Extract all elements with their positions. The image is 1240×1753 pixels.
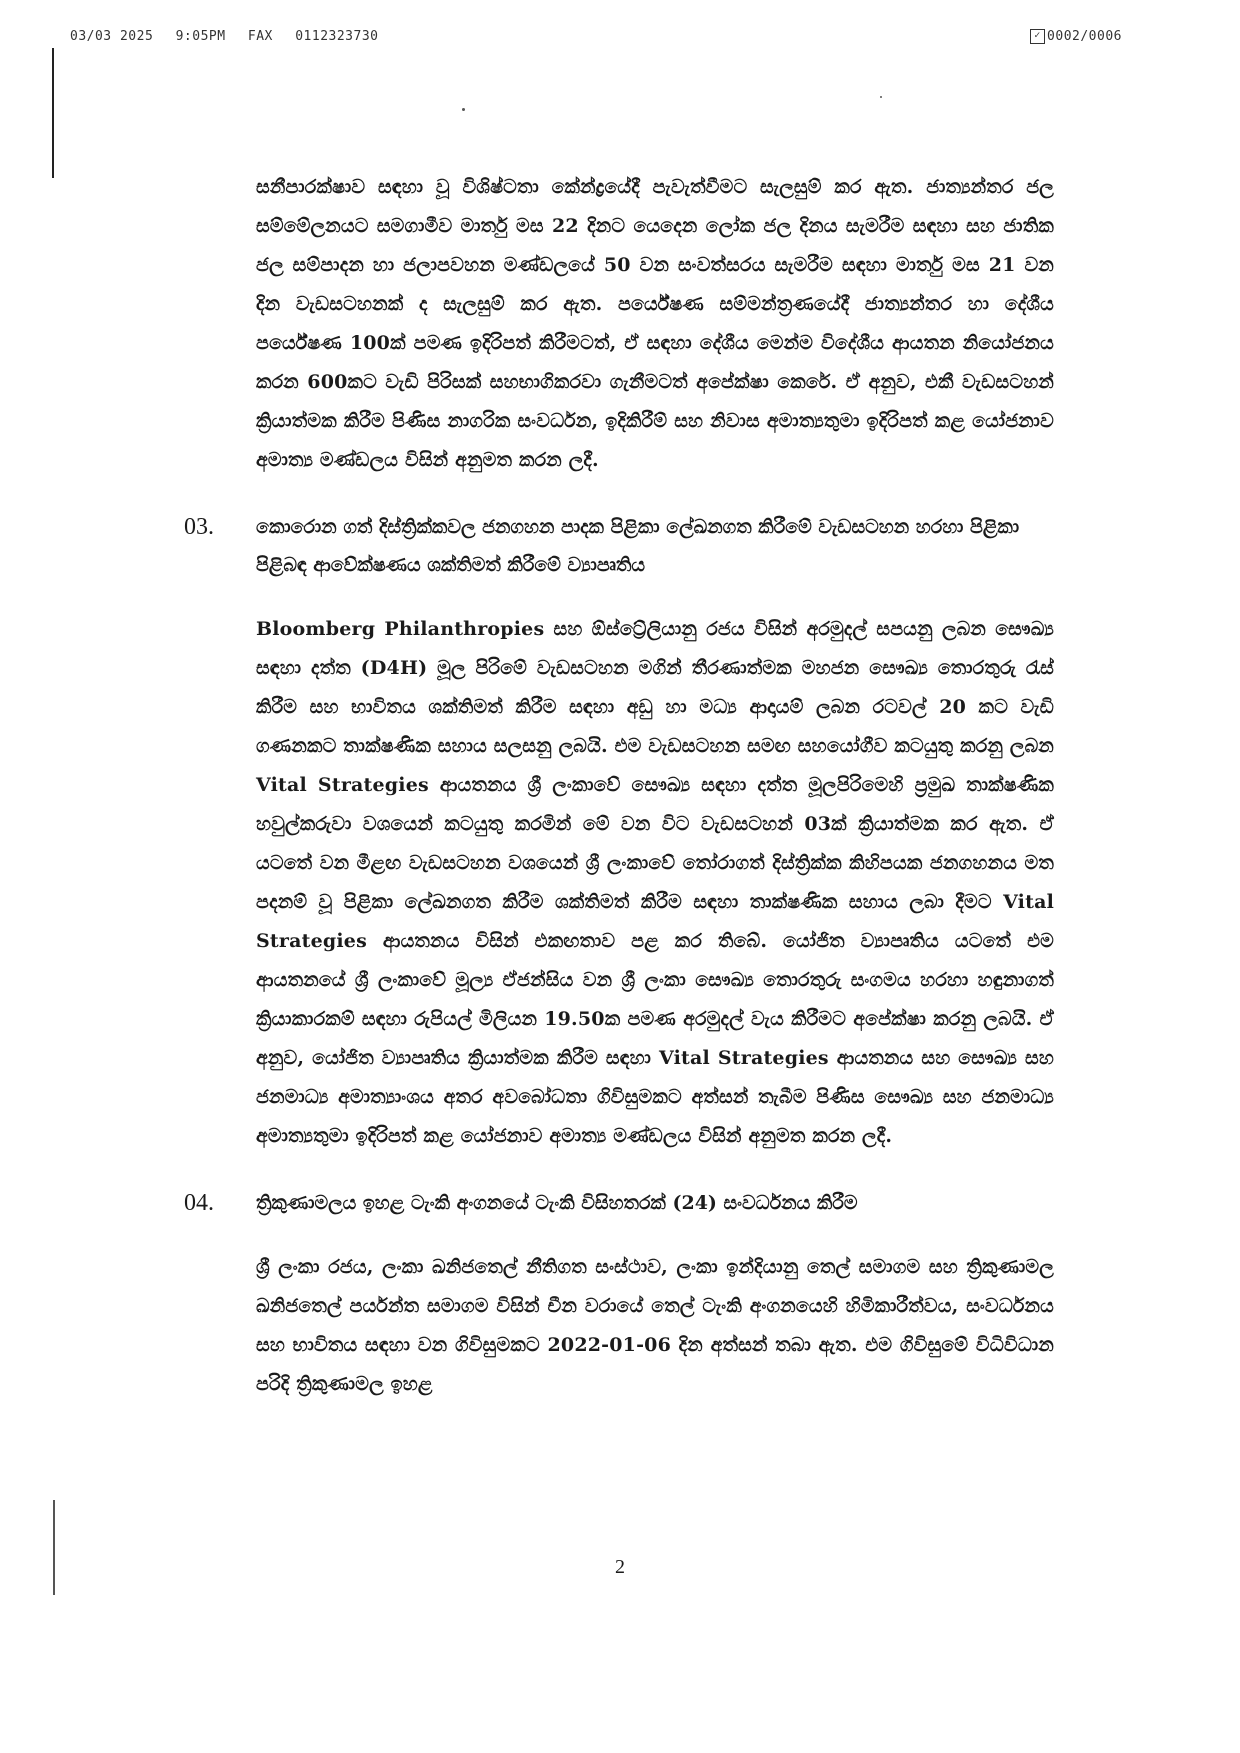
page-number: 2 [615, 1556, 625, 1578]
section-number: 04. [184, 1190, 214, 1216]
section-number: 03. [184, 514, 214, 540]
scan-margin-line [52, 48, 54, 178]
fax-checkbox-icon: ✓ [1030, 29, 1045, 44]
section-04 [184, 1184, 1054, 1404]
fax-page-counter: 0002/0006 [1047, 28, 1122, 44]
section-body: ශ්‍රී ලංකා රජය, ලංකා ඛනිජතෙල් නීතිගත සංස්ථාව, ලංකා ඉන්දියානු තෙල් සමාගම සහ ත්‍රිකුණාමල ඛනිජතෙල් පර්යන්ත සමාගම විසින් චීන වරායේ තෙල් ටැංකි අංගනයෙහි හිමිකාරීත්වය, සංවර්ධනය සහ භාවිතය සඳහා වන ගිවිසුමකට 2022-01-06 දින අත්සන් තබා ඇත. එම ගිවිසුමේ විධිවිධාන පරිදි ත්‍රිකුණාමල ඉහළ [256, 1256, 1054, 1395]
section-heading [184, 1184, 1054, 1222]
fax-header [70, 22, 1122, 50]
intro-paragraph: සනීපාරක්ෂාව සඳහා වූ විශිෂ්ටතා කේන්ද්‍රයේදී පැවැත්වීමට සැලසුම් කර ඇත. ජාත්‍යන්තර ජල සම්මේලනයට සමගාමීව මාර්තු මස 22 දිනට යෙදෙන ලෝක ජල දිනය සැමරීම සඳහා සහ ජාතික ජල සම්පාදන හා ජලාපවහන මණ්ඩලයේ 50 වන සංවත්සරය සැමරීම සඳහා මාර්තු මස 21 වන දින වැඩසටහනක් ද සැලසුම් කර ඇත. පර්යේෂණ සම්මන්ත්‍රණයේදී ජාත්‍යන්තර හා දේශීය පර්යේෂණ 100ක් පමණ ඉදිරිපත් කිරීමටත්, ඒ සඳහා දේශීය මෙන්ම විදේශීය ආයතන නියෝජනය කරන 600කට වැඩි පිරිසක් සහභාගිකරවා ගැනීමටත් අපේක්ෂා කෙරේ. ඒ අනුව, එකී වැඩසටහන් ක්‍රියාත්මක කිරීම පිණිස නාගරික සංවර්ධන, ඉදිකිරීම් සහ නිවාස අමාත්‍යතුමා ඉදිරිපත් කළ යෝජනාව අමාත්‍ය මණ්ඩලය විසින් අනුමත කරන ලදී. [256, 176, 1054, 471]
fax-page-counter-group [1030, 29, 1122, 44]
fax-time: 9:05PM [175, 28, 226, 44]
section-heading [184, 508, 1054, 584]
document-body [184, 168, 1054, 1404]
fax-label: FAX [247, 28, 273, 44]
section-03 [184, 508, 1054, 1156]
scan-speck [462, 108, 465, 111]
scan-margin-line-lower [53, 1500, 55, 1595]
section-title: ත්‍රිකුණාමලය ඉහළ ටැංකි අංගනයේ ටැංකි විසිහතරක් (24) සංවර්ධනය කිරීම [256, 1192, 858, 1214]
fax-number: 0112323730 [295, 28, 379, 44]
section-body: Bloomberg Philanthropies සහ ඕස්ට්‍රේලියානු රජය විසින් අරමුදල් සපයනු ලබන සෞඛ්‍ය සඳහා දත්ත (D4H) මූල පිරිමේ වැඩසටහන මගින් තීරණාත්මක මහජන සෞඛ්‍ය තොරතුරු රැස් කිරීම සහ භාවිතය ශක්තිමත් කිරීම සඳහා අඩු හා මධ්‍ය ආදායම් ලබන රටවල් 20 කට වැඩි ගණනකට තාක්ෂණික සහාය සලසනු ලබයි. එම වැඩසටහන සමඟ සහයෝගීව කටයුතු කරනු ලබන Vital Strategies ආයතනය ශ්‍රී ලංකාවේ සෞඛ්‍ය සඳහා දත්ත මූලපිරිමෙහි ප්‍රමුඛ තාක්ෂණික හවුල්කරුවා වශයෙන් කටයුතු කරමින් මේ වන විට වැඩසටහන් 03ක් ක්‍රියාත්මක කර ඇත. ඒ යටතේ වන මීළඟ වැඩසටහන වශයෙන් ශ්‍රී ලංකාවේ තෝරාගත් දිස්ත්‍රික්ක කිහිපයක ජනගහනය මත පදනම් වූ පිළිකා ලේඛනගත කිරීම ශක්තිමත් කිරීම සඳහා තාක්ෂණික සහාය ලබා දීමට Vital Strategies ආයතනය විසින් එකඟතාව පළ කර තිබේ. යෝජිත ව්‍යාපෘතිය යටතේ එම ආයතනයේ ශ්‍රී ලංකාවේ මූල්‍ය ඒජන්සිය වන ශ්‍රී ලංකා සෞඛ්‍ය තොරතුරු සංගමය හරහා හඳුනාගත් ක්‍රියාකාරකම් සඳහා රුපියල් මිලියන 19.50ක පමණ අරමුදල් වැය කිරීමට අපේක්ෂා කරනු ලබයි. ඒ අනුව, යෝජිත ව්‍යාපෘතිය ක්‍රියාත්මක කිරීම සඳහා Vital Strategies ආයතනය සහ සෞඛ්‍ය සහ ජනමාධ්‍ය අමාත්‍යාංශය අතර අවබෝධතා ගිවිසුමකට අත්සන් තැබීම පිණිස සෞඛ්‍ය සහ ජනමාධ්‍ය අමාත්‍යතුමා ඉදිරිපත් කළ යෝජනාව අමාත්‍ය මණ්ඩලය විසින් අනුමත කරන ලදී. [256, 618, 1054, 1147]
section-title: කොරොන ගත් දිස්ත්‍රික්කවල ජනගහන පාදක පිළිකා ලේඛනගත කිරීමේ වැඩසටහන හරහා පිළිකා පිළිබඳ ආවේක්ෂණය ශක්තිමත් කිරීමේ ව්‍යාපෘතිය [256, 516, 1020, 576]
scan-speck [880, 96, 882, 98]
fax-date: 03/03 2025 [70, 28, 154, 44]
fax-transmission-info [70, 29, 393, 44]
